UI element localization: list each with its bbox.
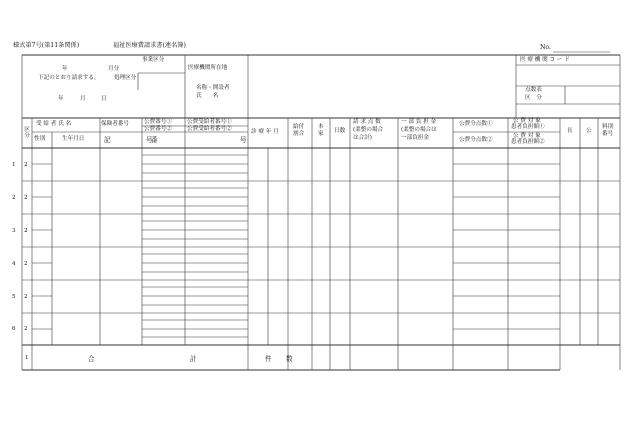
year-label: 年 [62,66,68,72]
row-subnumber: 2 [24,326,28,332]
row-subnumber: 2 [24,162,28,168]
date-year-label: 年 [58,96,64,102]
row-number: 4 [12,261,16,267]
jigyou-kubun-label: 事業区分 [142,57,165,63]
form-number: 様式第7号(第11条関係) [13,42,80,49]
col-kouhi-recipient1: 公費受給者番号① [187,119,232,125]
col-seikyu-1: 請 求 点 数 [353,119,381,125]
col-kou: 公 [586,128,592,134]
facility-name-label: 名称・開設者 [196,85,230,91]
col-kouhi-no1: 公費番号① [144,119,172,125]
date-month-label: 月 [80,96,86,102]
row-number: 5 [12,294,16,300]
col-kouhi-recipient2: 公費受給者番号② [187,126,232,132]
col-wariai: 割合 [293,131,305,137]
col-nissu: 日数 [334,128,346,134]
row-number: 2 [12,195,16,201]
col-futan-2: (柔整の場合は [401,127,437,133]
col-kouhi-target2-b: 患者負担額② [511,139,545,145]
col-ryoubetsu-2: 番号 [602,131,614,137]
tensuhyo-label: 点数表 [525,87,542,93]
date-day-label: 日 [101,96,107,102]
footer-gou: 合 [88,355,95,363]
col-patient-name: 受 給 者 氏 名 [36,121,72,127]
col-chou: 長 [567,128,573,134]
iryo-code-label: 医 療 機 関 コ ー ド [520,57,570,63]
col-kouhi-points1: 公費分点数① [459,121,493,127]
col-honke1: 本 [318,124,324,130]
col-bangou: 番 [151,136,158,144]
row-number: 1 [12,162,16,168]
col-bangou-gou: 号 [240,136,247,144]
col-kigou: 記 [104,136,111,144]
row-subnumber: 2 [24,294,28,300]
col-kyufu: 給付 [293,124,305,130]
col-kouhi-points2: 公費分点数② [459,137,493,143]
row-number: 3 [12,228,16,234]
footer-kei: 計 [190,355,197,363]
col-futan-1: 一 部 負 担 金 [401,119,437,125]
kubun-label: 区 分 [525,95,542,101]
facility-address-label: 医療機関所在地 [188,65,228,71]
col-kouhi-target1-a: 公 費 対 象 [513,118,541,124]
col-kouhi-target2-a: 公 費 対 象 [513,133,541,139]
col-sex: 性別 [34,136,46,142]
no-label: No. [540,44,551,51]
col-shinryo: 診 療 年 月 [251,129,279,135]
col-kubun: 区分 [24,127,30,140]
footer-kubun: 1 [25,355,29,361]
col-seikyu-3: は合計) [353,135,372,141]
col-ryoubetsu-1: 料別 [602,124,614,130]
row-subnumber: 2 [24,228,28,234]
footer-ken: 件 [265,355,272,363]
col-futan-3: 一部負担金 [401,135,429,141]
form-title: 福祉医療費請求書(連名簿) [113,42,186,49]
col-kouhi-no2: 公費番号② [144,126,172,132]
facility-shimei-label: 氏 名 [196,93,219,99]
col-honke2: 家 [318,131,324,137]
row-subnumber: 2 [24,195,28,201]
shori-kubun-label: 処理区分 [114,75,137,81]
row-number: 6 [12,326,16,332]
month-label: 月分 [108,66,120,72]
col-seikyu-2: (柔整の場合 [353,127,384,133]
request-text: 下記のとおり請求する。 [38,75,100,81]
col-gou: 号 [146,136,153,144]
col-insurer-no: 保険者番号 [101,121,129,127]
col-birth: 生年月日 [62,136,85,142]
footer-suu: 数 [286,355,293,363]
col-kouhi-target1-b: 患者負担額① [511,124,545,130]
row-subnumber: 2 [24,261,28,267]
